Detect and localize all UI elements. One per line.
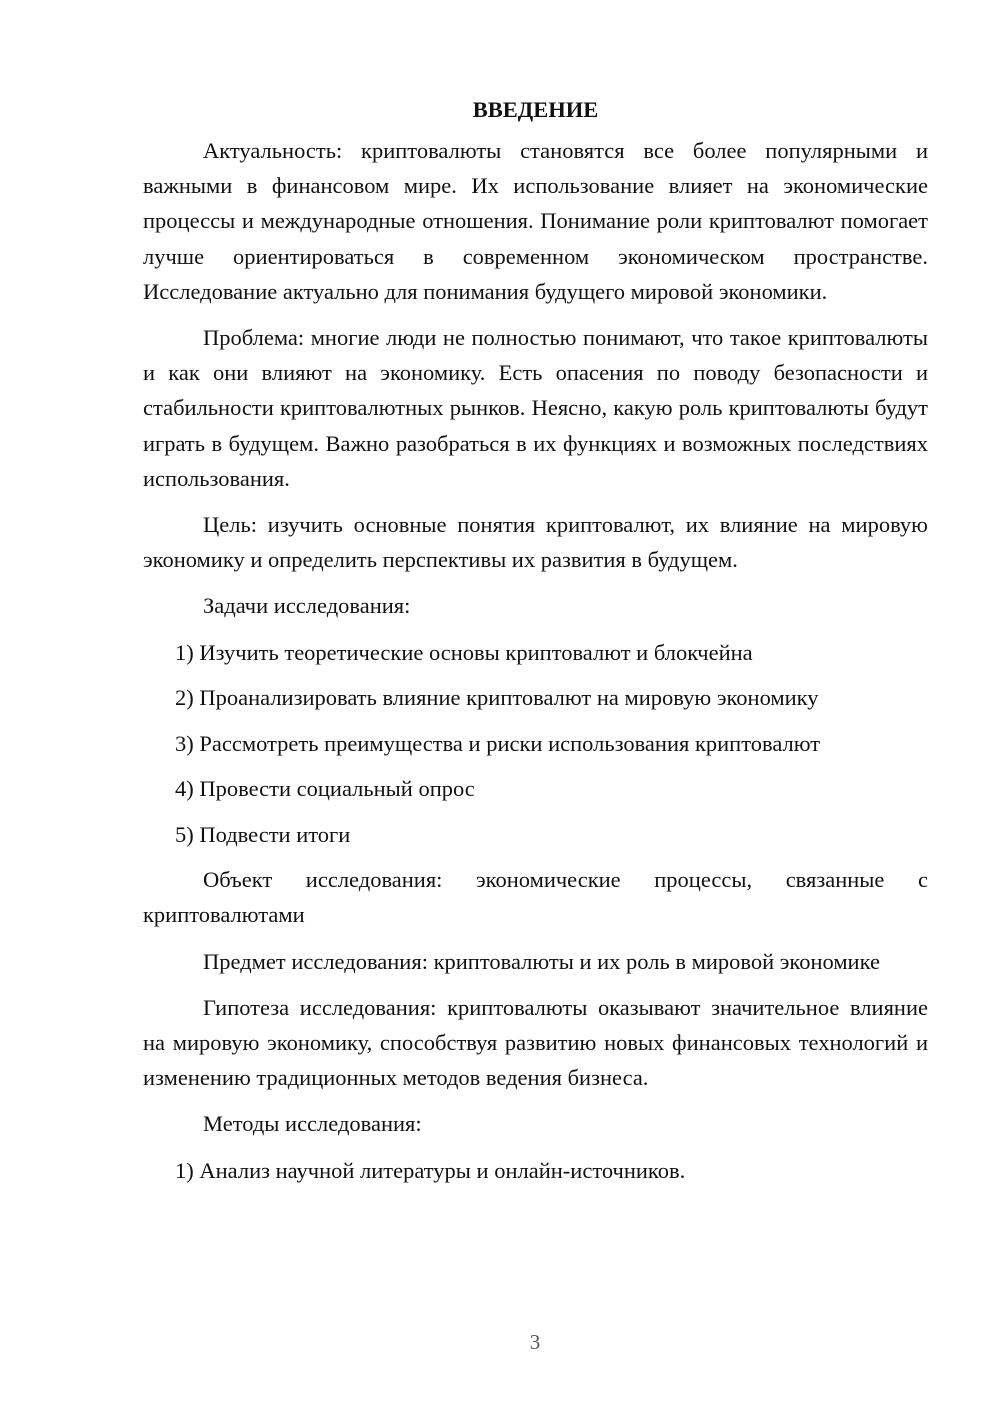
task-item: 3) Рассмотреть преимущества и риски использования криптовалют — [175, 730, 821, 756]
method-item: 1) Анализ научной литературы и онлайн-источников. — [175, 1157, 686, 1183]
task-item: 5) Подвести итоги — [175, 821, 351, 847]
methods-heading: Методы исследования: — [203, 1111, 422, 1137]
relevance-paragraph: Актуальность: криптовалюты становятся все более популярными и важными в финансовом мире. Их использование влияет на экономические процессы и международные отношения. Понимание роли криптовалют помогает лучше ориентироваться в современном экономическом пространстве. Исследование актуально для понимания будущего мировой экономики. — [143, 138, 928, 304]
tasks-heading: Задачи исследования: — [203, 593, 411, 619]
problem-paragraph: Проблема: многие люди не полностью понимают, что такое криптовалюты и как они влияют на экономику. Есть опасения по поводу безопасности и стабильности криптовалютных рынков. Неясно, какую роль криптовалюты будут играть в будущем. Важно разобраться в их функциях и возможных последствиях использования. — [143, 325, 928, 491]
task-item: 1) Изучить теоретические основы криптовалют и блокчейна — [175, 639, 753, 665]
methods-list — [143, 1153, 928, 1188]
task-item: 4) Провести социальный опрос — [175, 776, 475, 802]
section-title: ВВЕДЕНИЕ — [472, 97, 599, 122]
goal-paragraph: Цель: изучить основные понятия криптовалют, их влияние на мировую экономику и определить перспективы их развития в будущем. — [143, 512, 928, 573]
object-paragraph: Объект исследования: экономические процессы, связанные с криптовалютами — [143, 867, 928, 928]
task-item: 2) Проанализировать влияние криптовалют на мировую экономику — [175, 685, 819, 711]
page-number: 3 — [529, 1330, 541, 1354]
tasks-list — [143, 635, 928, 852]
document-page — [143, 92, 928, 1198]
hypothesis-paragraph: Гипотеза исследования: криптовалюты оказывают значительное влияние на мировую экономику, способствуя развитию новых финансовых технологий и изменению традиционных методов ведения бизнеса. — [143, 994, 928, 1091]
subject-paragraph: Предмет исследования: криптовалюты и их роль в мировой экономике — [203, 948, 880, 974]
